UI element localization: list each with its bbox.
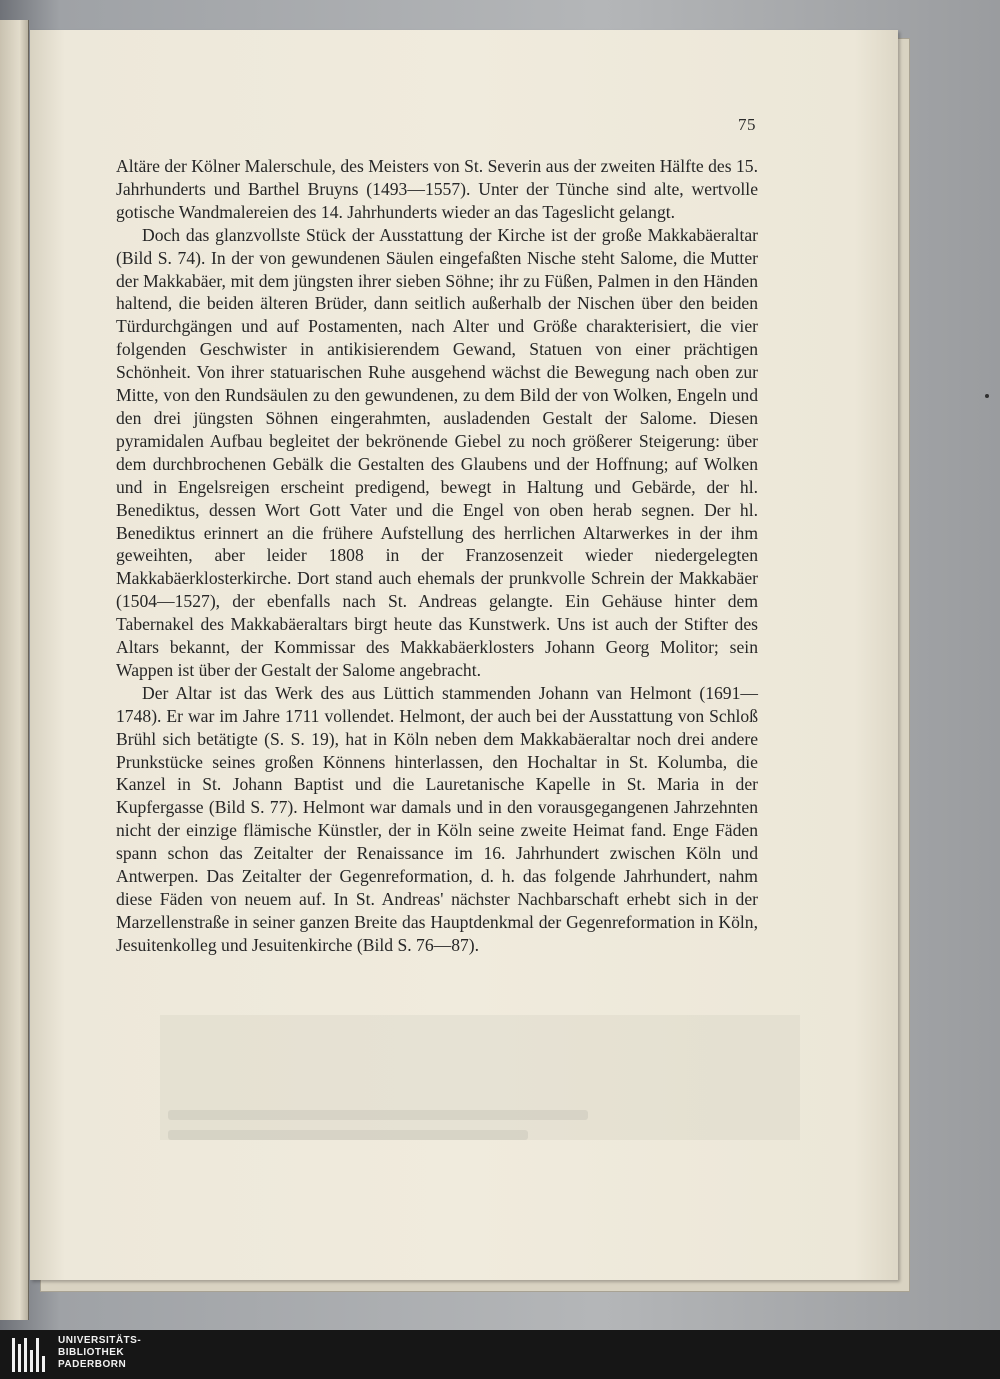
body-text (116, 155, 758, 957)
facing-page-edge (0, 20, 29, 1320)
library-name (58, 1335, 141, 1371)
paragraph: Der Altar ist das Werk des aus Lüttich stammenden Johann van Helmont (1691—1748). Er war im Jahre 1711 vollendet. Helmont, der auch bei der Ausstattung von Schloß Brühl sich betätigte (S. S. 19), hat in Köln neben dem Makkabäeraltar noch drei andere Prunkstücke seines großen Könnens hinterlassen, den Hochaltar in St. Kolumba, die Kanzel in St. Johann Baptist und die Lauretanische Kapelle in St. Maria in der Kupfergasse (Bild S. 77). Helmont war damals und in den vorausgegangenen Jahrzehnten nicht der einzige flämische Künstler, der in Köln seine zweite Heimat fand. Enge Fäden spann schon das Zeitalter der Renaissance im 16. Jahrhundert zwischen Köln und Antwerpen. Das Zeitalter der Gegenreformation, d. h. das folgende Jahrhundert, nahm diese Fäden von neuem auf. In St. Andreas' nächster Nachbarschaft erhebt sich in der Marzellenstraße in seiner ganzen Breite das Hauptdenkmal der Gegenreformation in Köln, Jesuitenkolleg und Jesuitenkirche (Bild S. 76—87). (116, 682, 758, 955)
library-name-line: PADERBORN (58, 1359, 127, 1370)
library-logo-icon (12, 1338, 50, 1372)
dust-speck (985, 394, 989, 398)
library-name-line: UNIVERSITÄTS- (58, 1335, 142, 1346)
show-through-caption-line (168, 1130, 528, 1140)
library-footer (0, 1330, 1000, 1379)
paragraph: Doch das glanzvollste Stück der Ausstattung der Kirche ist der große Makkabäeraltar (Bild S. 74). In der von gewundenen Säulen eingefaßten Nische steht Salome, die Mutter der Makkabäer, mit dem jüngsten ihrer sieben Söhne; ihr zu Füßen, Palmen in den Händen haltend, die beiden älteren Brüder, dann seitlich außerhalb der Nischen über den beiden Türdurchgängen und auf Postamenten, nach Alter und Größe charakterisiert, die vier folgenden Geschwister in antikisierendem Gewand, Statuen von einer prächtigen Schönheit. Von ihrer statuarischen Ruhe ausgehend wächst die Bewegung nach oben zur Mitte, von den Rundsäulen zu den gewundenen, zu dem Bild der von Wolken, Engeln und den drei jüngsten Söhnen eingerahmten, ausladenden Gestalt der Salome. Diesen pyramidalen Aufbau begleitet der bekrönende Giebel zu noch größerer Steigerung: über dem durchbrochenen Gebälk die Gestalten des Glaubens und der Hoffnung; auf Wolken und in Engelsreigen erscheint predigend, bewegt in Haltung und Gebärde, der hl. Benediktus, dessen Wort Gott Vater und die Engel von oben herab segnen. Der hl. Benediktus erinnert an die frühere Aufstellung des herrlichen Altarwerkes in der ihm geweihten, aber leider 1808 in der Franzosenzeit wieder niedergelegten Makkabäerklosterkirche. Dort stand auch ehemals der prunkvolle Schrein der Makkabäer (1504—1527), der ebenfalls nach St. Andreas gelangte. Ein Gehäuse hinter dem Tabernakel des Makkabäeraltars birgt heute das Kunstwerk. Uns ist auch der Stifter des Altars bekannt, der Kommissar des Makkabäerklosters Johann Georg Molitor; sein Wappen ist über der Gestalt der Salome angebracht. (116, 224, 758, 680)
library-name-line: BIBLIOTHEK (58, 1347, 125, 1358)
page-number: 75 (738, 115, 756, 134)
show-through-caption-line (168, 1110, 588, 1120)
paragraph: Altäre der Kölner Malerschule, des Meisters von St. Severin aus der zweiten Hälfte des 15. Jahrhunderts und Barthel Bruyns (1493—1557). Unter der Tünche sind alte, wertvolle gotische Wandmalereien des 14. Jahrhunderts wieder an das Tageslicht gelangt. (116, 156, 758, 222)
show-through-image (160, 1015, 800, 1140)
